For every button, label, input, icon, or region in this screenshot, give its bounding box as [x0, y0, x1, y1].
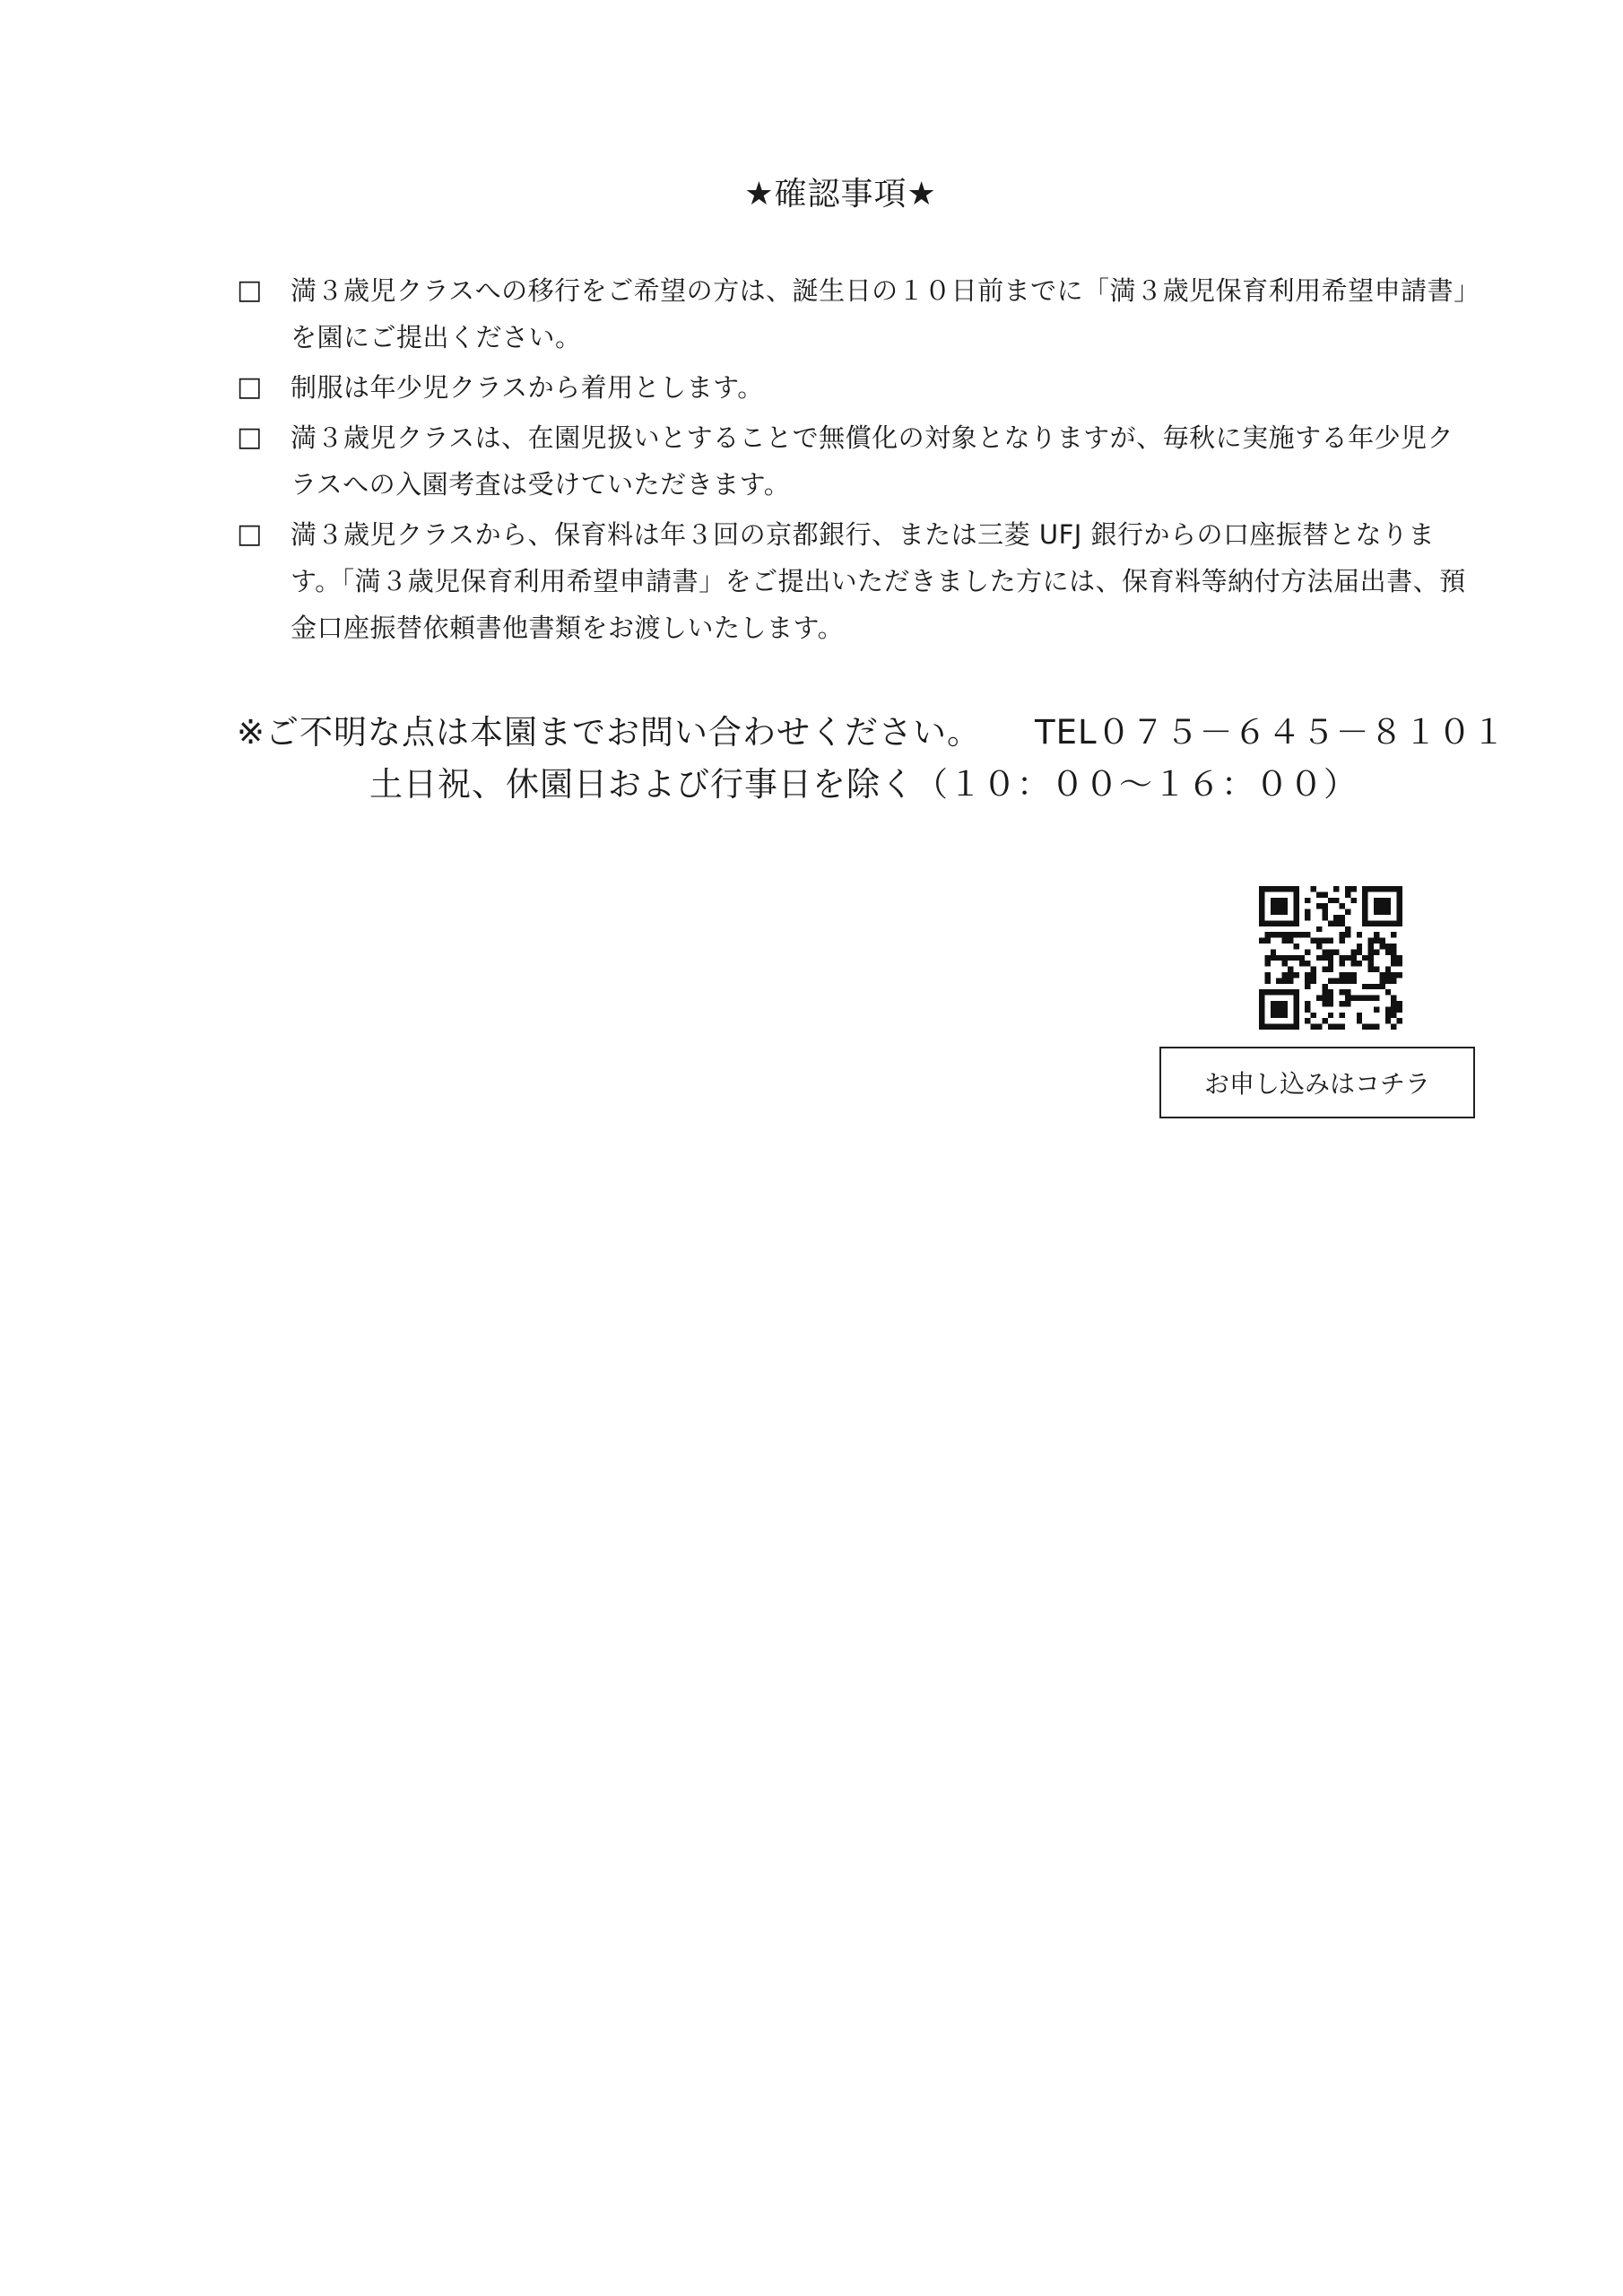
- checklist-item: [237, 267, 1474, 361]
- checkbox-icon: □: [237, 274, 263, 306]
- phone-number[interactable]: TEL０７５－６４５－８１０１: [1035, 713, 1506, 752]
- contact-info: [237, 707, 1506, 811]
- checkbox-icon: □: [237, 371, 263, 403]
- checklist-item: [237, 414, 1474, 508]
- checklist-item-text: 満３歳児クラスは、在園児扱いとすることで無償化の対象となりますが、毎秋に実施する年少児クラスへの入園考査は受けていただきます。: [291, 422, 1454, 500]
- checklist-item: [237, 511, 1474, 651]
- checkbox-icon: □: [237, 518, 263, 550]
- page-title: ★確認事項★: [744, 176, 937, 213]
- contact-hours: 土日祝、休園日および行事日を除く（１０：００～１６：００）: [369, 765, 1358, 804]
- checklist-item: [237, 364, 1474, 411]
- checkbox-icon: □: [237, 422, 263, 453]
- qr-code-icon[interactable]: [1259, 886, 1402, 1030]
- apply-caption[interactable]: お申し込みはコチラ: [1159, 1047, 1475, 1118]
- inquiry-text: ※ご不明な点は本園までお問い合わせください。: [237, 713, 982, 752]
- checklist: [237, 267, 1474, 655]
- checklist-item-text: 満３歳児クラスから、保育料は年３回の京都銀行、または三菱 UFJ 銀行からの口座振替となります。「満３歳児保育利用希望申請書」をご提出いただきました方には、保育料等納付方法届出書、預金口座振替依頼書他書類をお渡しいたします。: [291, 519, 1466, 643]
- contact-line: [237, 707, 1506, 759]
- checklist-item-text: 制服は年少児クラスから着用とします。: [291, 372, 764, 403]
- checklist-item-text: 満３歳児クラスへの移行をご希望の方は、誕生日の１０日前までに「満３歳児保育利用希望申請書」を園にご提出ください。: [291, 275, 1468, 352]
